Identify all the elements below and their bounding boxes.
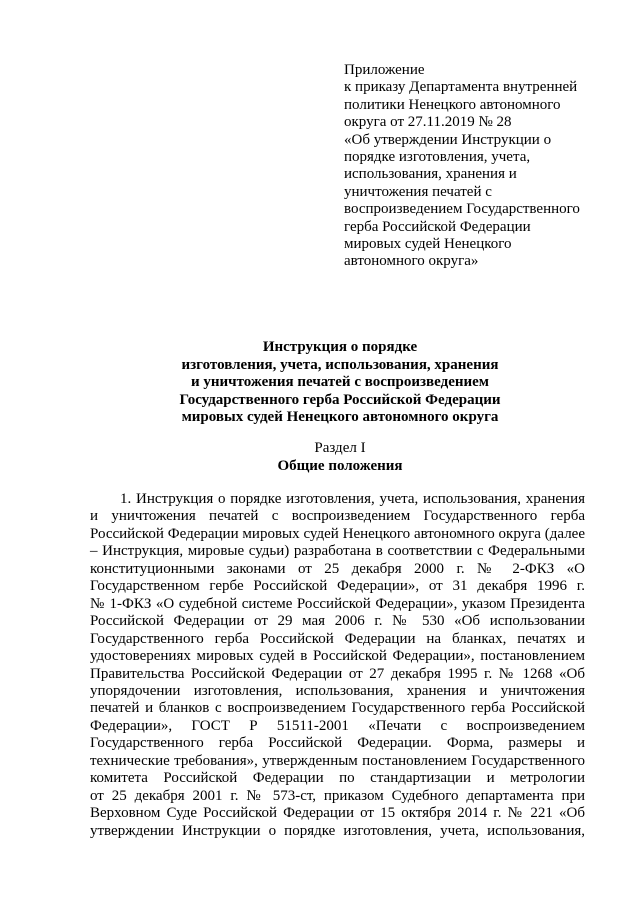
body-line: конституционными законами от 25 декабря 2000 г. № 2-ФКЗ «О [90, 560, 585, 577]
section-header [80, 440, 600, 475]
appendix-line: герба Российской Федерации [344, 218, 531, 235]
body-line: от 25 декабря 2001 г. № 573-ст, приказом Судебного департамента при [90, 787, 585, 804]
section-heading: Общие положения [277, 457, 403, 474]
appendix-header [344, 62, 604, 271]
appendix-line: Приложение [344, 62, 425, 78]
body-line: комитета Российской Федерации по стандартизации и метрологии [90, 770, 585, 787]
body-line: Государственного герба Российской Федерации. Форма, размеры и [90, 735, 585, 752]
body-line: – Инструкция, мировые судьи) разработана в соответствии с Федеральными [90, 543, 585, 560]
body-line: упорядочении изготовления, использования, хранения и уничтожения [90, 682, 585, 699]
body-line: печатей и бланков с воспроизведением Государственного герба Российской [90, 700, 585, 717]
title-line: Государственного герба Российской Федерации [179, 391, 501, 408]
appendix-line: автономного округа» [344, 253, 479, 270]
body-line: и уничтожения печатей с воспроизведением Государственного герба [90, 508, 585, 525]
appendix-line: округа от 27.11.2019 № 28 [344, 114, 512, 131]
title-line: изготовления, учета, использования, хранения [181, 356, 499, 373]
appendix-line: «Об утверждении Инструкции о [344, 131, 552, 148]
appendix-line: политики Ненецкого автономного [344, 96, 561, 113]
appendix-line: использования, хранения и [344, 166, 517, 183]
body-line: технические требования», утвержденным постановлением Государственного [90, 752, 585, 769]
appendix-line: к приказу Департамента внутренней [344, 79, 578, 96]
title-line: и уничтожения печатей с воспроизведением [190, 374, 490, 391]
section-label: Раздел I [314, 440, 366, 456]
body-line: № 1-ФКЗ «О судебной системе Российской Федерации», указом Президента [90, 595, 585, 612]
body-paragraph [90, 491, 585, 840]
body-line: Российской Федерации от 29 мая 2006 г. № 530 «Об использовании [90, 613, 585, 630]
body-line: удостоверениях мировых судей в Российской Федерации», постановлением [90, 648, 585, 665]
title-line: Инструкция о порядке [262, 339, 418, 355]
title-line: мировых судей Ненецкого автономного округа [181, 409, 499, 426]
document-title [80, 339, 600, 427]
body-line: Верховном Суде Российской Федерации от 15 октября 2014 г. № 221 «Об [90, 805, 585, 822]
body-line: Государственном гербе Российской Федерации», от 31 декабря 1996 г. [90, 578, 585, 595]
body-line: 1. Инструкция о порядке изготовления, учета, использования, хранения [120, 491, 585, 507]
appendix-line: порядке изготовления, учета, [344, 149, 531, 166]
body-line: Правительства Российской Федерации от 27 декабря 1995 г. № 1268 «Об [90, 665, 585, 682]
appendix-line: мировых судей Ненецкого [344, 236, 512, 253]
appendix-line: уничтожения печатей с [344, 183, 492, 200]
appendix-line: воспроизведением Государственного [344, 201, 580, 218]
body-line: Федерации», ГОСТ Р 51511-2001 «Печати с воспроизведением [90, 717, 585, 734]
body-line: Государственного герба Российской Федерации на бланках, печатях и [90, 630, 585, 647]
body-line: утверждении Инструкции о порядке изготовления, учета, использования, [90, 822, 585, 839]
body-line: Российской Федерации мировых судей Ненецкого автономного округа (далее [90, 525, 585, 542]
